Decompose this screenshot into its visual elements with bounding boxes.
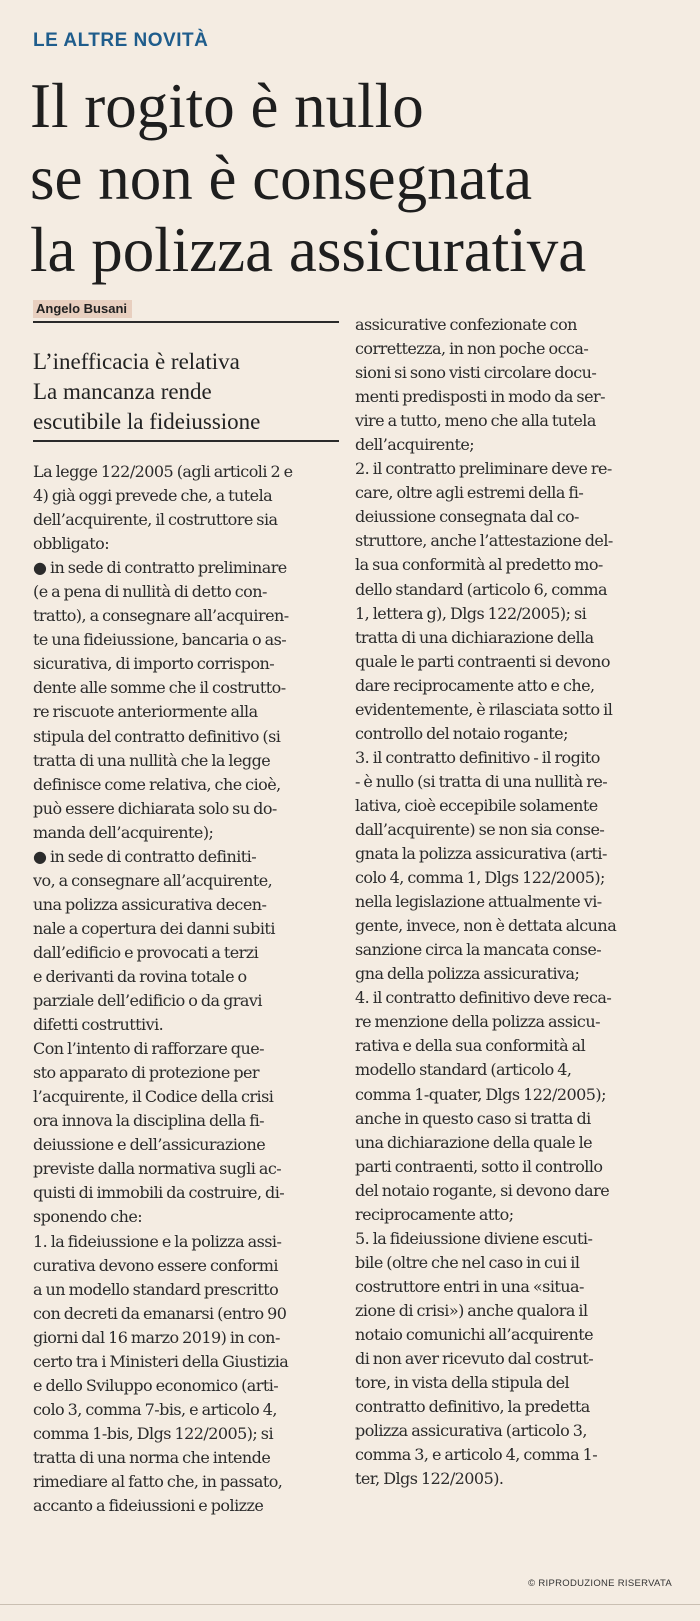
- body-text-line: comma 1-quater, Dlgs 122/2005);: [355, 1084, 606, 1104]
- body-text-line: costruttore entri in una «situa-: [355, 1276, 584, 1296]
- summary-line: La mancanza rende: [33, 379, 212, 404]
- body-text-line: - è nullo (si tratta di una nullità re-: [355, 771, 608, 791]
- body-text-line: La legge 122/2005 (agli articoli 2 e: [33, 462, 293, 481]
- body-text-line: a un modello standard prescritto: [33, 1279, 279, 1299]
- body-text-line: gna della polizza assicurativa;: [355, 964, 580, 984]
- body-text-line: dell’acquirente, il costruttore sia: [33, 510, 278, 530]
- summary-bottom-rule: [33, 440, 339, 442]
- body-text-line: 1. la fideiussione e la polizza assi-: [33, 1231, 282, 1251]
- body-text-line: comma 3, e articolo 4, comma 1-: [355, 1445, 598, 1465]
- summary-top-rule: [33, 321, 339, 323]
- body-text-line: l’acquirente, il Codice della crisi: [33, 1087, 274, 1107]
- body-text-line: menti predisposti in modo da ser-: [355, 387, 605, 407]
- summary-line: L’inefficacia è relativa: [33, 349, 240, 374]
- body-text-line: sanzione circa la mancata conse-: [355, 940, 602, 960]
- body-text-line: re riscuote anteriormente alla: [33, 702, 258, 722]
- body-text-line: tratta di una norma che intende: [33, 1447, 271, 1467]
- body-text-line: previste dalla normativa sugli ac-: [33, 1159, 282, 1179]
- body-text-line: accanto a fideiussioni e polizze: [33, 1496, 264, 1516]
- body-text-line: sponendo che:: [33, 1207, 143, 1227]
- body-text-line: vire a tutto, meno che alla tutela: [355, 411, 596, 431]
- body-text-line: polizza assicurativa (articolo 3,: [355, 1421, 587, 1441]
- body-text-line: bile (oltre che nel caso in cui il: [355, 1252, 580, 1272]
- body-text-line: dall’edificio e provocati a terzi: [33, 942, 259, 962]
- body-text-line: stipula del contratto definitivo (si: [33, 726, 281, 746]
- body-text-line: rimediare al fatto che, in passato,: [33, 1471, 283, 1491]
- body-text-line: di non aver ricevuto dal costrut-: [355, 1349, 594, 1369]
- body-text-line: parziale dell’edificio o da gravi: [33, 991, 262, 1011]
- body-text-line: 3. il contratto definitivo - il rogito: [355, 747, 600, 767]
- body-text-line: nella legislazione attualmente vi-: [355, 892, 602, 912]
- body-text-line: evidentemente, è rilasciata sotto il: [355, 699, 613, 719]
- body-text-line: assicurative confezionate con: [355, 315, 577, 334]
- body-text-line: 1, lettera g), Dlgs 122/2005); si: [355, 603, 587, 623]
- body-column-left: [33, 460, 343, 1518]
- body-text-line: tratta di una nullità che la legge: [33, 750, 271, 770]
- body-column-right: [355, 313, 675, 1491]
- body-text-line: anche in questo caso si tratta di: [355, 1108, 591, 1128]
- body-text-line: ● in sede di contratto definiti-: [33, 846, 257, 866]
- body-text-line: struttore, anche l’attestazione del-: [355, 531, 613, 551]
- body-text-line: vo, a consegnare all’acquirente,: [33, 870, 273, 890]
- body-text-line: controllo del notaio rogante;: [355, 723, 568, 743]
- body-text-line: e derivanti da rovina totale o: [33, 966, 247, 986]
- summary-line: escutibile la fideiussione: [33, 409, 261, 434]
- body-text-line: dello standard (articolo 6, comma: [355, 579, 607, 599]
- body-text-line: gnata la polizza assicurativa (arti-: [355, 844, 607, 864]
- body-text-line: sioni si sono visti circolare docu-: [355, 363, 597, 383]
- headline-line: Il rogito è nullo: [30, 71, 424, 141]
- page-bottom-rule: [0, 1604, 700, 1605]
- body-text-line: colo 3, comma 7-bis, e articolo 4,: [33, 1399, 277, 1419]
- body-text-line: una dichiarazione della quale le: [355, 1132, 593, 1152]
- body-text-line: ● in sede di contratto preliminare: [33, 558, 287, 578]
- body-text-line: 2. il contratto preliminare deve re-: [355, 459, 612, 479]
- body-text-line: con decreti da emanarsi (entro 90: [33, 1303, 287, 1323]
- body-text-line: contratto definitivo, la predetta: [355, 1397, 590, 1417]
- section-label: LE ALTRE NOVITÀ: [33, 30, 209, 51]
- body-text-line: modello standard (articolo 4,: [355, 1060, 572, 1080]
- body-text-line: rativa e della sua conformità al: [355, 1036, 586, 1056]
- body-text-line: tratto), a consegnare all’acquiren-: [33, 606, 289, 626]
- author-byline: Angelo Busani: [33, 300, 132, 318]
- body-text-line: dente alle somme che il costrutto-: [33, 678, 286, 698]
- headline-line: la polizza assicurativa: [30, 215, 587, 285]
- body-text-line: te una fideiussione, bancaria o as-: [33, 630, 287, 650]
- body-text-line: certo tra i Ministeri della Giustizia: [33, 1351, 289, 1371]
- body-text-line: curativa devono essere conformi: [33, 1255, 278, 1275]
- body-text-line: sto apparato di protezione per: [33, 1063, 260, 1083]
- body-text-line: manda dell’acquirente);: [33, 822, 214, 842]
- body-text-line: notaio comunichi all’acquirente: [355, 1324, 593, 1344]
- body-text-line: re menzione della polizza assicu-: [355, 1012, 600, 1032]
- body-text-line: definisce come relativa, che cioè,: [33, 774, 281, 794]
- body-text-line: 5. la fideiussione diviene escuti-: [355, 1228, 593, 1248]
- body-text-line: e dello Sviluppo economico (arti-: [33, 1375, 279, 1395]
- body-text-line: zione di crisi») anche qualora il: [355, 1300, 588, 1320]
- body-text-line: la sua conformità al predetto mo-: [355, 555, 603, 575]
- body-text-line: giorni dal 16 marzo 2019) in con-: [33, 1327, 280, 1347]
- body-text-line: deiussione e dell’assicurazione: [33, 1135, 266, 1155]
- body-text-line: nale a copertura dei danni subiti: [33, 918, 275, 938]
- body-text-line: parti contraenti, sotto il controllo: [355, 1156, 603, 1176]
- body-text-line: comma 1-bis, Dlgs 122/2005); si: [33, 1423, 274, 1443]
- body-text-line: (e a pena di nullità di detto con-: [33, 582, 267, 602]
- body-text-line: tore, in vista della stipula del: [355, 1373, 570, 1393]
- body-text-line: quisti di immobili da costruire, di-: [33, 1183, 285, 1203]
- body-text-line: correttezza, in non poche occa-: [355, 339, 589, 359]
- article-headline: [30, 70, 680, 286]
- body-text-line: care, oltre agli estremi della fi-: [355, 483, 584, 503]
- body-text-line: gente, invece, non è dettata alcuna: [355, 916, 617, 936]
- body-text-line: obbligato:: [33, 534, 110, 554]
- body-text-line: 4. il contratto definitivo deve reca-: [355, 988, 612, 1008]
- body-text-line: colo 4, comma 1, Dlgs 122/2005);: [355, 868, 605, 888]
- body-text-line: ora innova la disciplina della fi-: [33, 1111, 265, 1131]
- body-text-line: tratta di una dichiarazione della: [355, 627, 594, 647]
- body-text-line: dall’acquirente) se non sia conse-: [355, 819, 605, 839]
- body-text-line: reciprocamente atto;: [355, 1204, 514, 1224]
- body-text-line: deiussione consegnata dal co-: [355, 507, 579, 527]
- body-text-line: 4) già oggi prevede che, a tutela: [33, 486, 273, 506]
- body-text-line: sicurativa, di importo corrispon-: [33, 654, 275, 674]
- body-text-line: dell’acquirente;: [355, 435, 475, 455]
- body-text-line: del notaio rogante, si devono dare: [355, 1180, 610, 1200]
- body-text-line: dare reciprocamente atto e che,: [355, 675, 595, 695]
- body-text-line: quale le parti contraenti si devono: [355, 651, 610, 671]
- body-text-line: può essere dichiarata solo su do-: [33, 798, 277, 818]
- article-summary: [33, 347, 339, 437]
- body-text-line: difetti costruttivi.: [33, 1015, 164, 1035]
- headline-line: se non è consegnata: [30, 143, 533, 213]
- copyright-notice: © RIPRODUZIONE RISERVATA: [528, 1578, 672, 1589]
- body-text-line: ter, Dlgs 122/2005).: [355, 1469, 504, 1489]
- body-text-line: lativa, cioè eccepibile solamente: [355, 795, 598, 815]
- body-text-line: Con l’intento di rafforzare que-: [33, 1039, 264, 1059]
- body-text-line: una polizza assicurativa decen-: [33, 894, 267, 914]
